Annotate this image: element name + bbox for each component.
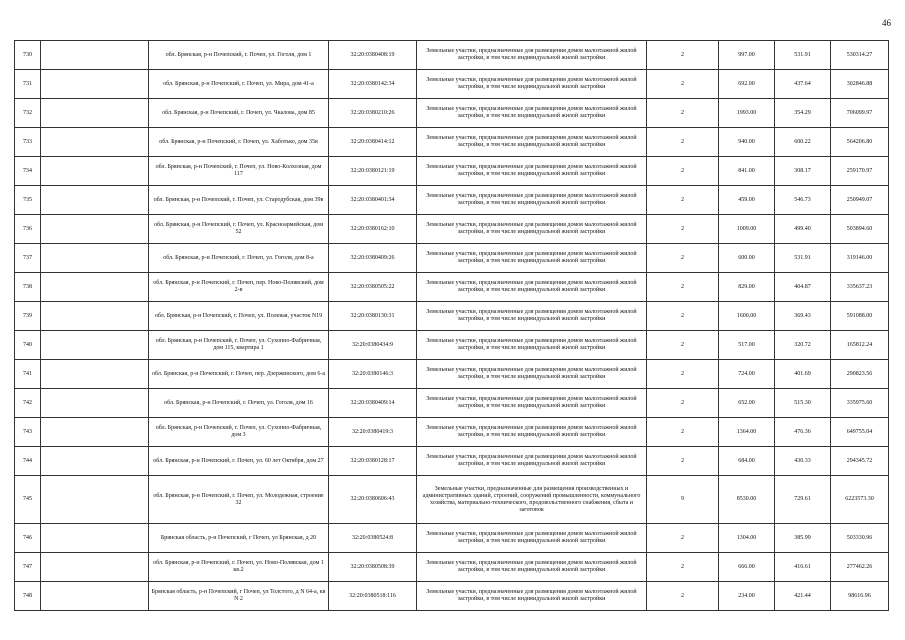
group-code-cell: 9 xyxy=(647,476,719,524)
address-cell: обл. Брянская, р-н Почепский, г. Почеп, ул. Сухопно-Фабричная, дом 115, квартира 1 xyxy=(149,331,329,360)
area-cell: 684.00 xyxy=(719,447,775,476)
blank-cell xyxy=(41,244,149,273)
table-row xyxy=(15,99,889,128)
area-cell: 652.00 xyxy=(719,389,775,418)
address-cell: обл. Брянская, р-н Почепский, г. Почеп, ул. Мира, дом 41-а xyxy=(149,70,329,99)
blank-cell xyxy=(41,476,149,524)
row-number: 739 xyxy=(15,302,41,331)
area-cell: 600.00 xyxy=(719,244,775,273)
cadastral-number-cell: 32:20:0380146:3 xyxy=(329,360,417,389)
specific-value-cell: 308.17 xyxy=(775,157,831,186)
blank-cell xyxy=(41,302,149,331)
blank-cell xyxy=(41,215,149,244)
area-cell: 1364.00 xyxy=(719,418,775,447)
land-use-cell: Земельные участки, предназначенные для размещения домов малоэтажной жилой застройки, в том числе индивидуальной жилой застройки xyxy=(417,157,647,186)
group-code-cell: 2 xyxy=(647,186,719,215)
cadastral-number-cell: 32:20:0380142:34 xyxy=(329,70,417,99)
group-code-cell: 2 xyxy=(647,273,719,302)
table-row xyxy=(15,360,889,389)
table-row xyxy=(15,70,889,99)
table-row xyxy=(15,186,889,215)
cadastral-number-cell: 32:20:0380128:17 xyxy=(329,447,417,476)
land-use-cell: Земельные участки, предназначенные для размещения домов малоэтажной жилой застройки, в том числе индивидуальной жилой застройки xyxy=(417,41,647,70)
cadastral-value-cell: 503894.60 xyxy=(831,215,889,244)
address-cell: обл. Брянская, р-н Почепский, г. Почеп, ул. Стародубская, дом 39в xyxy=(149,186,329,215)
specific-value-cell: 421.44 xyxy=(775,582,831,611)
row-number: 741 xyxy=(15,360,41,389)
row-number: 737 xyxy=(15,244,41,273)
table-row xyxy=(15,553,889,582)
specific-value-cell: 600.22 xyxy=(775,128,831,157)
table-row xyxy=(15,389,889,418)
row-number: 732 xyxy=(15,99,41,128)
cadastral-value-cell: 319146.00 xyxy=(831,244,889,273)
table-row xyxy=(15,215,889,244)
land-use-cell: Земельные участки, предназначенные для размещения домов малоэтажной жилой застройки, в том числе индивидуальной жилой застройки xyxy=(417,70,647,99)
specific-value-cell: 320.72 xyxy=(775,331,831,360)
cadastral-number-cell: 32:20:0380121:19 xyxy=(329,157,417,186)
cadastral-number-cell: 32:20:0380524:8 xyxy=(329,524,417,553)
land-use-cell: Земельные участки, предназначенные для размещения производственных и административных зданий, строений, сооружений промышленности, коммунального хозяйства, материально-технического, продовольственного снабжения, сбыта и заготовок xyxy=(417,476,647,524)
row-number: 742 xyxy=(15,389,41,418)
specific-value-cell: 546.73 xyxy=(775,186,831,215)
group-code-cell: 2 xyxy=(647,524,719,553)
specific-value-cell: 531.91 xyxy=(775,244,831,273)
specific-value-cell: 430.33 xyxy=(775,447,831,476)
land-use-cell: Земельные участки, предназначенные для размещения домов малоэтажной жилой застройки, в том числе индивидуальной жилой застройки xyxy=(417,360,647,389)
row-number: 738 xyxy=(15,273,41,302)
table-row xyxy=(15,582,889,611)
table-row xyxy=(15,447,889,476)
land-use-cell: Земельные участки, предназначенные для размещения домов малоэтажной жилой застройки, в том числе индивидуальной жилой застройки xyxy=(417,447,647,476)
row-number: 746 xyxy=(15,524,41,553)
land-use-cell: Земельные участки, предназначенные для размещения домов малоэтажной жилой застройки, в том числе индивидуальной жилой застройки xyxy=(417,186,647,215)
address-cell: обл. Брянская, р-н Почепский, г. Почеп, ул. Чкалова, дом 85 xyxy=(149,99,329,128)
table-row xyxy=(15,157,889,186)
blank-cell xyxy=(41,524,149,553)
group-code-cell: 2 xyxy=(647,157,719,186)
blank-cell xyxy=(41,331,149,360)
land-use-cell: Земельные участки, предназначенные для размещения домов малоэтажной жилой застройки, в том числе индивидуальной жилой застройки xyxy=(417,331,647,360)
land-use-cell: Земельные участки, предназначенные для размещения домов малоэтажной жилой застройки, в том числе индивидуальной жилой застройки xyxy=(417,215,647,244)
address-cell: обл. Брянская, р-н Почепский, г. Почеп, ул. Хаботько, дом 35в xyxy=(149,128,329,157)
cadastral-number-cell: 32:20:0380130:31 xyxy=(329,302,417,331)
cadastral-value-cell: 335975.60 xyxy=(831,389,889,418)
specific-value-cell: 416.61 xyxy=(775,553,831,582)
address-cell: обл. Брянская, р-н Почепский, г. Почеп, ул. 60 лет Октября, дом 27 xyxy=(149,447,329,476)
cadastral-value-cell: 503330.96 xyxy=(831,524,889,553)
area-cell: 1009.00 xyxy=(719,215,775,244)
table-row xyxy=(15,418,889,447)
blank-cell xyxy=(41,186,149,215)
cadastral-number-cell: 32:20:0380434:9 xyxy=(329,331,417,360)
row-number: 735 xyxy=(15,186,41,215)
blank-cell xyxy=(41,553,149,582)
row-number: 734 xyxy=(15,157,41,186)
row-number: 731 xyxy=(15,70,41,99)
cadastral-number-cell: 32:20:0380505:22 xyxy=(329,273,417,302)
row-number: 730 xyxy=(15,41,41,70)
address-cell: Брянская область, р-н Почепский, г Почеп, ул Толстого, д N 64-а, кв N 2 xyxy=(149,582,329,611)
area-cell: 1600.00 xyxy=(719,302,775,331)
land-use-cell: Земельные участки, предназначенные для размещения домов малоэтажной жилой застройки, в том числе индивидуальной жилой застройки xyxy=(417,273,647,302)
specific-value-cell: 404.87 xyxy=(775,273,831,302)
blank-cell xyxy=(41,273,149,302)
cadastral-value-cell: 294345.72 xyxy=(831,447,889,476)
cadastral-number-cell: 32:20:0380162:10 xyxy=(329,215,417,244)
cadastral-number-cell: 32:20:0380409:14 xyxy=(329,389,417,418)
table-row xyxy=(15,302,889,331)
table-row xyxy=(15,128,889,157)
area-cell: 724.00 xyxy=(719,360,775,389)
blank-cell xyxy=(41,447,149,476)
group-code-cell: 2 xyxy=(647,215,719,244)
cadastral-number-cell: 32:20:0380409:26 xyxy=(329,244,417,273)
address-cell: обл. Брянская, р-н Почепский, г. Почеп, ул. Гоголя, дом 16 xyxy=(149,389,329,418)
area-cell: 1304.00 xyxy=(719,524,775,553)
group-code-cell: 2 xyxy=(647,99,719,128)
cadastral-value-cell: 530314.27 xyxy=(831,41,889,70)
row-number: 736 xyxy=(15,215,41,244)
blank-cell xyxy=(41,418,149,447)
blank-cell xyxy=(41,41,149,70)
row-number: 745 xyxy=(15,476,41,524)
row-number: 747 xyxy=(15,553,41,582)
blank-cell xyxy=(41,99,149,128)
cadastral-value-cell: 591088.00 xyxy=(831,302,889,331)
group-code-cell: 2 xyxy=(647,553,719,582)
row-number: 740 xyxy=(15,331,41,360)
address-cell: Брянская область, р-н Почепский, г Почеп, ул Брянская, д 20 xyxy=(149,524,329,553)
land-use-cell: Земельные участки, предназначенные для размещения домов малоэтажной жилой застройки, в том числе индивидуальной жилой застройки xyxy=(417,389,647,418)
table-row xyxy=(15,244,889,273)
address-cell: обл. Брянская, р-н Почепский, г. Почеп, ул. Ново-Полявская, дом 1 кв.2 xyxy=(149,553,329,582)
specific-value-cell: 476.36 xyxy=(775,418,831,447)
address-cell: обл. Брянская, р-н Почепский, г. Почеп, ул. Полевая, участок N19 xyxy=(149,302,329,331)
land-use-cell: Земельные участки, предназначенные для размещения домов малоэтажной жилой застройки, в том числе индивидуальной жилой застройки xyxy=(417,99,647,128)
page-number: 46 xyxy=(882,18,891,28)
group-code-cell: 2 xyxy=(647,244,719,273)
group-code-cell: 2 xyxy=(647,360,719,389)
cadastral-number-cell: 32:20:0380419:3 xyxy=(329,418,417,447)
specific-value-cell: 531.91 xyxy=(775,41,831,70)
area-cell: 692.00 xyxy=(719,70,775,99)
cadastral-value-cell: 98616.96 xyxy=(831,582,889,611)
cadastral-value-cell: 564206.80 xyxy=(831,128,889,157)
land-use-cell: Земельные участки, предназначенные для размещения домов малоэтажной жилой застройки, в том числе индивидуальной жилой застройки xyxy=(417,553,647,582)
specific-value-cell: 499.40 xyxy=(775,215,831,244)
specific-value-cell: 369.43 xyxy=(775,302,831,331)
table-row xyxy=(15,41,889,70)
area-cell: 997.00 xyxy=(719,41,775,70)
cadastral-value-cell: 290823.56 xyxy=(831,360,889,389)
area-cell: 1993.00 xyxy=(719,99,775,128)
area-cell: 666.00 xyxy=(719,553,775,582)
specific-value-cell: 515.30 xyxy=(775,389,831,418)
land-use-cell: Земельные участки, предназначенные для размещения домов малоэтажной жилой застройки, в том числе индивидуальной жилой застройки xyxy=(417,302,647,331)
cadastral-number-cell: 32:20:0380518:116 xyxy=(329,582,417,611)
row-number: 733 xyxy=(15,128,41,157)
row-number: 743 xyxy=(15,418,41,447)
area-cell: 234.00 xyxy=(719,582,775,611)
group-code-cell: 2 xyxy=(647,582,719,611)
address-cell: обл. Брянская, р-н Почепский, г. Почеп, ул. Гоголя, дом 8-а xyxy=(149,244,329,273)
address-cell: обл. Брянская, р-н Почепский, г. Почеп, ул. Сухопно-Фабричная, дом 3 xyxy=(149,418,329,447)
cadastral-value-cell: 649755.04 xyxy=(831,418,889,447)
table-row xyxy=(15,476,889,524)
specific-value-cell: 354.29 xyxy=(775,99,831,128)
group-code-cell: 2 xyxy=(647,447,719,476)
area-cell: 940.00 xyxy=(719,128,775,157)
cadastral-value-cell: 6223573.30 xyxy=(831,476,889,524)
row-number: 744 xyxy=(15,447,41,476)
group-code-cell: 2 xyxy=(647,418,719,447)
address-cell: обл. Брянская, р-н Почепский, г. Почеп, ул. Красноармейская, дом 52 xyxy=(149,215,329,244)
specific-value-cell: 729.61 xyxy=(775,476,831,524)
cadastral-value-cell: 335637.23 xyxy=(831,273,889,302)
cadastral-value-cell: 706099.97 xyxy=(831,99,889,128)
blank-cell xyxy=(41,582,149,611)
cadastral-number-cell: 32:20:0380408:19 xyxy=(329,41,417,70)
blank-cell xyxy=(41,70,149,99)
cadastral-number-cell: 32:20:0380606:43 xyxy=(329,476,417,524)
land-use-cell: Земельные участки, предназначенные для размещения домов малоэтажной жилой застройки, в том числе индивидуальной жилой застройки xyxy=(417,582,647,611)
cadastral-value-cell: 250949.07 xyxy=(831,186,889,215)
area-cell: 841.00 xyxy=(719,157,775,186)
group-code-cell: 2 xyxy=(647,331,719,360)
specific-value-cell: 401.69 xyxy=(775,360,831,389)
table-row xyxy=(15,273,889,302)
area-cell: 8530.00 xyxy=(719,476,775,524)
cadastral-value-cell: 165812.24 xyxy=(831,331,889,360)
cadastral-number-cell: 32:20:0380414:12 xyxy=(329,128,417,157)
address-cell: обл. Брянская, р-н Почепский, г. Почеп, пер. Дзержинского, дом 6-а xyxy=(149,360,329,389)
group-code-cell: 2 xyxy=(647,41,719,70)
row-number: 748 xyxy=(15,582,41,611)
address-cell: обл. Брянская, р-н Почепский, г. Почеп, пер. Ново-Полявский, дом 2-в xyxy=(149,273,329,302)
land-use-cell: Земельные участки, предназначенные для размещения домов малоэтажной жилой застройки, в том числе индивидуальной жилой застройки xyxy=(417,128,647,157)
group-code-cell: 2 xyxy=(647,70,719,99)
area-cell: 517.00 xyxy=(719,331,775,360)
group-code-cell: 2 xyxy=(647,302,719,331)
blank-cell xyxy=(41,389,149,418)
area-cell: 829.00 xyxy=(719,273,775,302)
table-row xyxy=(15,524,889,553)
cadastral-value-cell: 259170.97 xyxy=(831,157,889,186)
blank-cell xyxy=(41,128,149,157)
land-use-cell: Земельные участки, предназначенные для размещения домов малоэтажной жилой застройки, в том числе индивидуальной жилой застройки xyxy=(417,244,647,273)
group-code-cell: 2 xyxy=(647,128,719,157)
land-registry-table xyxy=(14,40,889,611)
area-cell: 459.00 xyxy=(719,186,775,215)
cadastral-value-cell: 302846.88 xyxy=(831,70,889,99)
blank-cell xyxy=(41,360,149,389)
land-use-cell: Земельные участки, предназначенные для размещения домов малоэтажной жилой застройки, в том числе индивидуальной жилой застройки xyxy=(417,524,647,553)
address-cell: обл. Брянская, р-н Почепский, г. Почеп, ул. Ново-Колхозная, дом 117 xyxy=(149,157,329,186)
cadastral-number-cell: 32:20:0380210:26 xyxy=(329,99,417,128)
cadastral-value-cell: 277462.26 xyxy=(831,553,889,582)
table-row xyxy=(15,331,889,360)
cadastral-number-cell: 32:20:0380401:34 xyxy=(329,186,417,215)
address-cell: обл. Брянская, р-н Почепский, г. Почеп, ул. Гоголя, дом 1 xyxy=(149,41,329,70)
specific-value-cell: 437.64 xyxy=(775,70,831,99)
group-code-cell: 2 xyxy=(647,389,719,418)
specific-value-cell: 385.99 xyxy=(775,524,831,553)
blank-cell xyxy=(41,157,149,186)
address-cell: обл. Брянская, р-н Почепский, г. Почеп, ул. Молодежная, строение 32 xyxy=(149,476,329,524)
land-use-cell: Земельные участки, предназначенные для размещения домов малоэтажной жилой застройки, в том числе индивидуальной жилой застройки xyxy=(417,418,647,447)
cadastral-number-cell: 32:20:0380508:39 xyxy=(329,553,417,582)
